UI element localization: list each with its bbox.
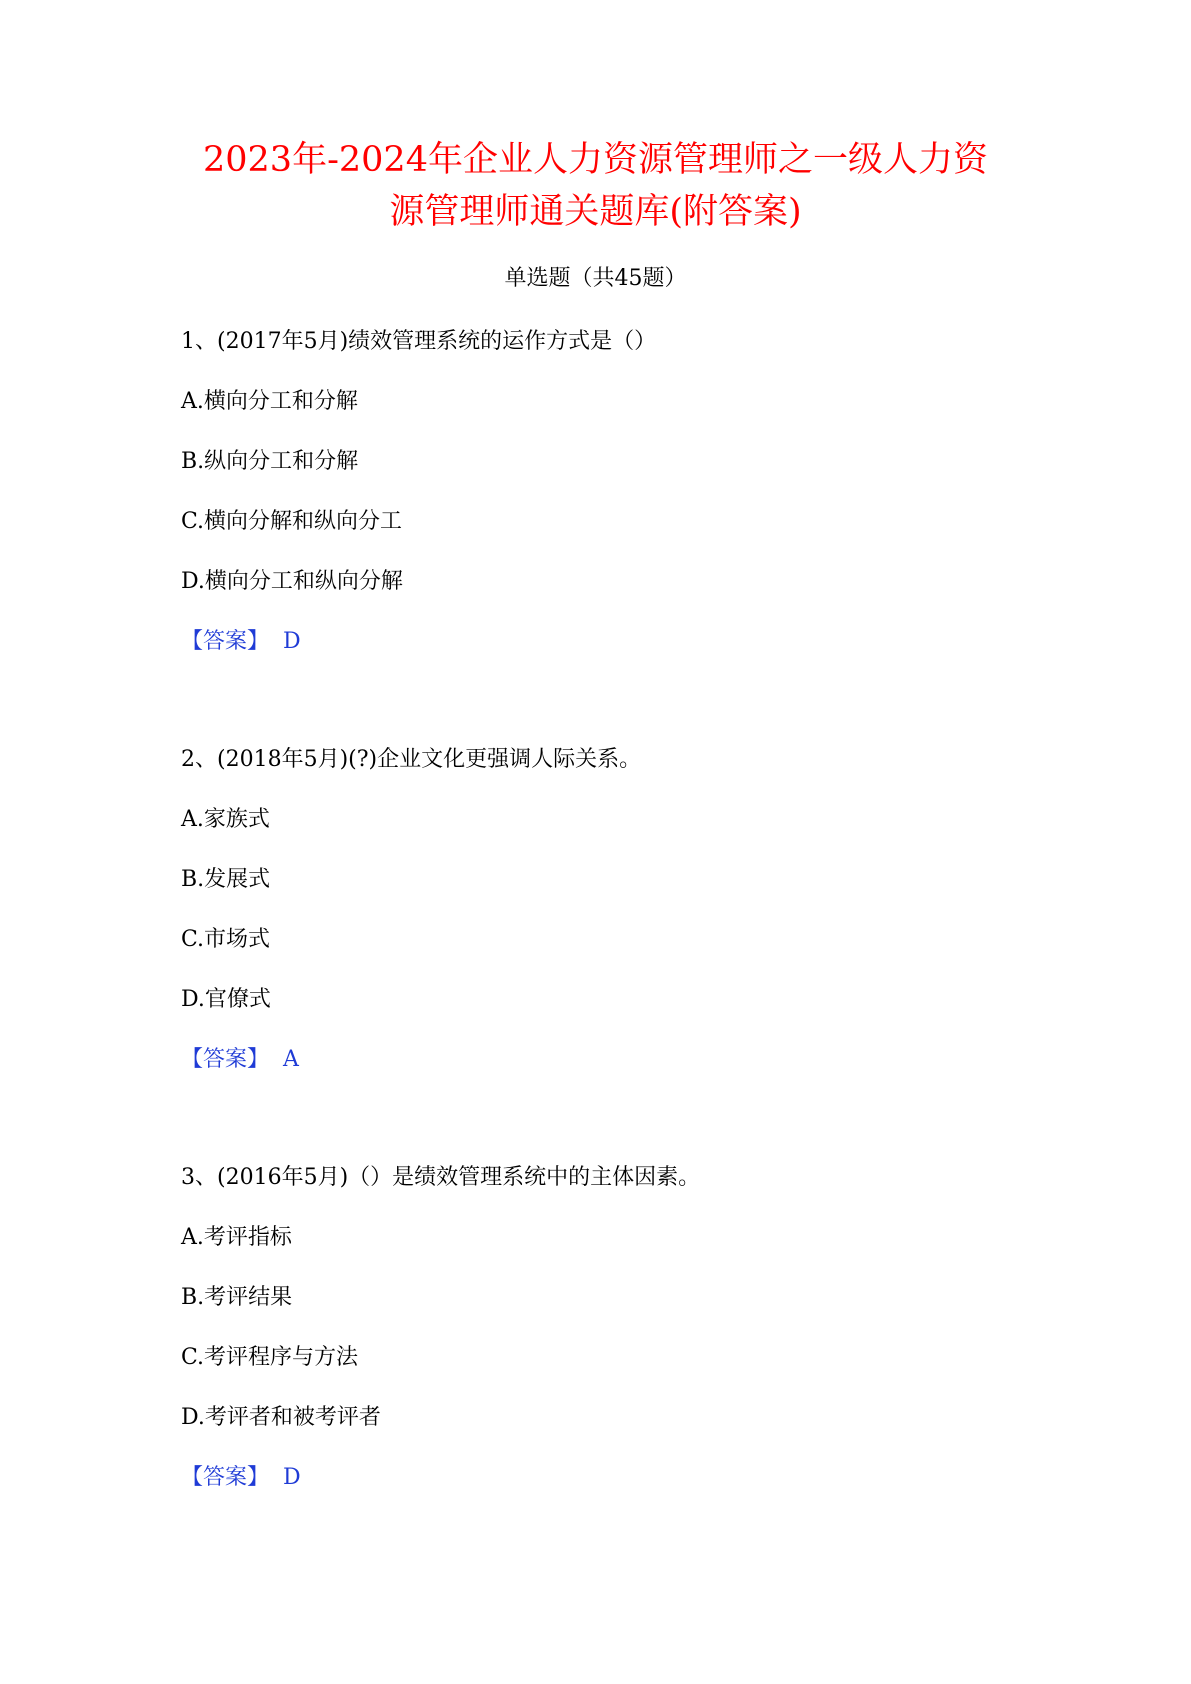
answer-value: A bbox=[283, 1047, 299, 1072]
question-1-option-b: B.纵向分工和分解 bbox=[181, 449, 359, 474]
question-1-stem: 1、(2017年5月)绩效管理系统的运作方式是（） bbox=[181, 329, 657, 354]
question-2-option-c: C.市场式 bbox=[181, 927, 271, 952]
document-title bbox=[120, 134, 1071, 238]
question-3-stem: 3、(2016年5月)（）是绩效管理系统中的主体因素。 bbox=[181, 1165, 701, 1190]
question-2-option-a: A.家族式 bbox=[181, 807, 270, 832]
question-1-option-d: D.横向分工和纵向分解 bbox=[181, 569, 403, 594]
question-3-option-a: A.考评指标 bbox=[181, 1225, 292, 1250]
answer-label: 【答案】 bbox=[181, 1465, 270, 1490]
question-1-answer bbox=[181, 627, 301, 657]
question-3-answer bbox=[181, 1463, 301, 1493]
answer-value: D bbox=[283, 1465, 301, 1490]
answer-label: 【答案】 bbox=[181, 1047, 270, 1072]
question-3-option-b: B.考评结果 bbox=[181, 1285, 293, 1310]
question-3-option-c: C.考评程序与方法 bbox=[181, 1345, 359, 1370]
question-3-option-d: D.考评者和被考评者 bbox=[181, 1405, 381, 1430]
question-2-option-b: B.发展式 bbox=[181, 867, 271, 892]
answer-value: D bbox=[283, 629, 301, 654]
question-2-answer bbox=[181, 1045, 299, 1075]
document-title-line-2: 源管理师通关题库(附答案) bbox=[389, 192, 802, 232]
answer-label: 【答案】 bbox=[181, 629, 270, 654]
question-1-option-c: C.横向分解和纵向分工 bbox=[181, 509, 403, 534]
question-2-stem: 2、(2018年5月)(?)企业文化更强调人际关系。 bbox=[181, 747, 642, 772]
document-title-line-1: 2023年-2024年企业人力资源管理师之一级人力资 bbox=[203, 140, 988, 180]
question-1-option-a: A.横向分工和分解 bbox=[181, 389, 358, 414]
section-heading: 单选题（共45题） bbox=[504, 266, 687, 291]
question-2-option-d: D.官僚式 bbox=[181, 987, 271, 1012]
